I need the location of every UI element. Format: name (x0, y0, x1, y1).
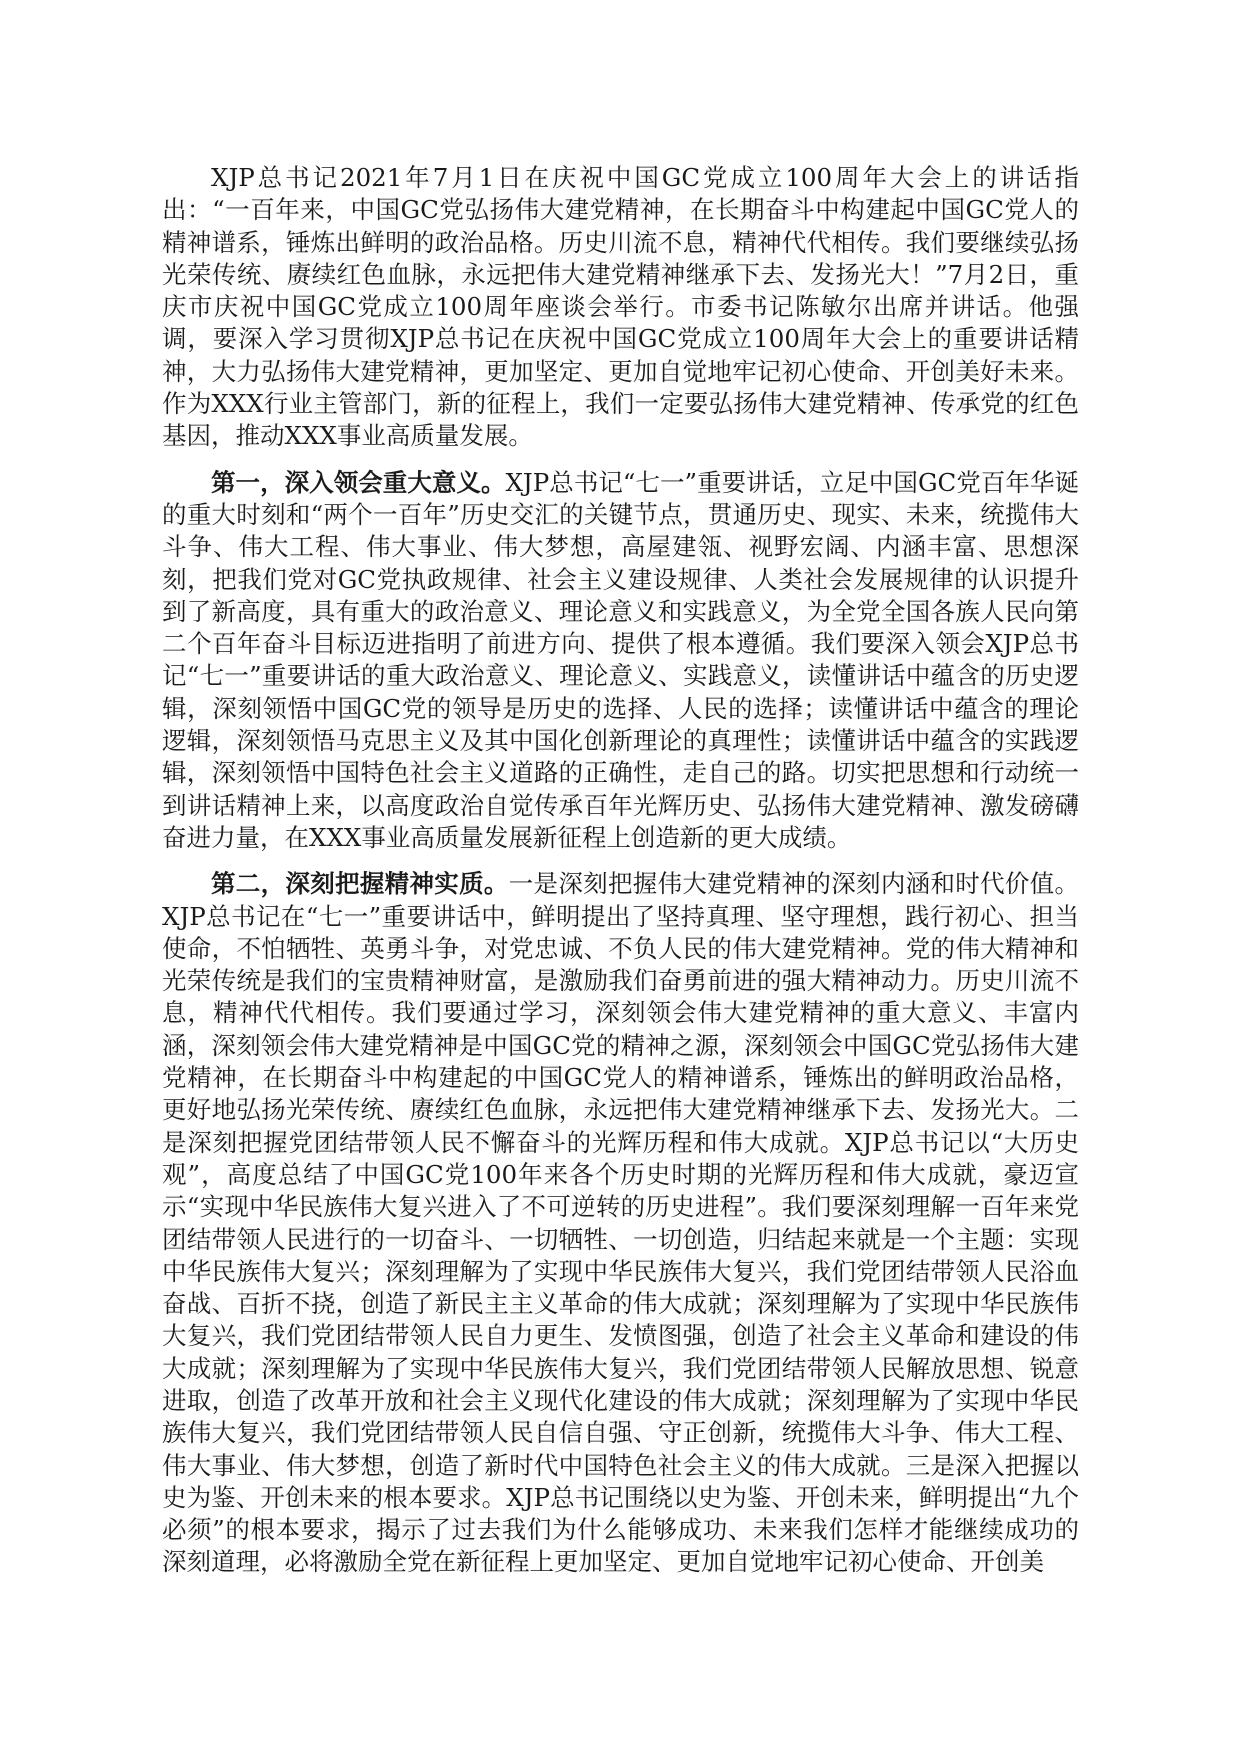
paragraph-intro (162, 162, 1079, 453)
paragraph-text: 一是深刻把握伟大建党精神的深刻内涵和时代价值。XJP总书记在“七一”重要讲话中，鲜明提出了坚持真理、坚守理想，践行初心、担当使命，不怕牺牲、英勇斗争，对党忠诚、不负人民的伟大建党精神。党的伟大精神和光荣传统是我们的宝贵精神财富，是激励我们奋勇前进的强大精神动力。历史川流不息，精神代代相传。我们要通过学习，深刻领会伟大建党精神的重大意义、丰富内涵，深刻领会伟大建党精神是中国GC党的精神之源，深刻领会中国GC党弘扬伟大建党精神，在长期奋斗中构建起的中国GC党人的精神谱系，锤炼出的鲜明政治品格，更好地弘扬光荣传统、赓续红色血脉，永远把伟大建党精神继承下去、发扬光大。二是深刻把握党团结带领人民不懈奋斗的光辉历程和伟大成就。XJP总书记以“大历史观”，高度总结了中国GC党100年来各个历史时期的光辉历程和伟大成就，豪迈宣示“实现中华民族伟大复兴进入了不可逆转的历史进程”。我们要深刻理解一百年来党团结带领人民进行的一切奋斗、一切牺牲、一切创造，归结起来就是一个主题：实现中华民族伟大复兴；深刻理解为了实现中华民族伟大复兴，我们党团结带领人民浴血奋战、百折不挠，创造了新民主主义革命的伟大成就；深刻理解为了实现中华民族伟大复兴，我们党团结带领人民自力更生、发愤图强，创造了社会主义革命和建设的伟大成就；深刻理解为了实现中华民族伟大复兴，我们党团结带领人民解放思想、锐意进取，创造了改革开放和社会主义现代化建设的伟大成就；深刻理解为了实现中华民族伟大复兴，我们党团结带领人民自信自强、守正创新，统揽伟大斗争、伟大工程、伟大事业、伟大梦想，创造了新时代中国特色社会主义的伟大成就。三是深入把握以史为鉴、开创未来的根本要求。XJP总书记围绕以史为鉴、开创未来，鲜明提出“九个必须”的根本要求，揭示了过去我们为什么能够成功、未来我们怎样才能继续成功的深刻道理，必将激励全党在新征程上更加坚定、更加自觉地牢记初心使命、开创美 (162, 869, 1080, 1577)
paragraph-text: XJP总书记2021年7月1日在庆祝中国GC党成立100周年大会上的讲话指出：“一百年来，中国GC党弘扬伟大建党精神，在长期奋斗中构建起中国GC党人的精神谱系，锤炼出鲜明的政治品格。历史川流不息，精神代代相传。我们要继续弘扬光荣传统、赓续红色血脉，永远把伟大建党精神继承下去、发扬光大！”7月2日，重庆市庆祝中国GC党成立100周年座谈会举行。市委书记陈敏尔出席并讲话。他强调，要深入学习贯彻XJP总书记在庆祝中国GC党成立100周年大会上的重要讲话精神，大力弘扬伟大建党精神，更加坚定、更加自觉地牢记初心使命、开创美好未来。作为XXX行业主管部门，新的征程上，我们一定要弘扬伟大建党精神、传承党的红色基因，推动XXX事业高质量发展。 (162, 163, 1079, 451)
section-heading: 第二，深刻把握精神实质。 (211, 869, 509, 899)
paragraph-section-two (162, 868, 1079, 1579)
section-heading: 第一，深入领会重大意义。 (211, 467, 506, 497)
paragraph-section-one (162, 467, 1079, 855)
document-body (162, 162, 1079, 1593)
paragraph-text: XJP总书记“七一”重要讲话，立足中国GC党百年华诞的重大时刻和“两个一百年”历史交汇的关键节点，贯通历史、现实、未来，统揽伟大斗争、伟大工程、伟大事业、伟大梦想，高屋建瓴、视野宏阔、内涵丰富、思想深刻，把我们党对GC党执政规律、社会主义建设规律、人类社会发展规律的认识提升到了新高度，具有重大的政治意义、理论意义和实践意义，为全党全国各族人民向第二个百年奋斗目标迈进指明了前进方向、提供了根本遵循。我们要深入领会XJP总书记“七一”重要讲话的重大政治意义、理论意义、实践意义，读懂讲话中蕴含的历史逻辑，深刻领悟中国GC党的领导是历史的选择、人民的选择；读懂讲话中蕴含的理论逻辑，深刻领悟马克思主义及其中国化创新理论的真理性；读懂讲话中蕴含的实践逻辑，深刻领悟中国特色社会主义道路的正确性，走自己的路。切实把思想和行动统一到讲话精神上来，以高度政治自觉传承百年光辉历史、弘扬伟大建党精神、激发磅礴奋进力量，在XXX事业高质量发展新征程上创造新的更大成绩。 (162, 467, 1079, 852)
